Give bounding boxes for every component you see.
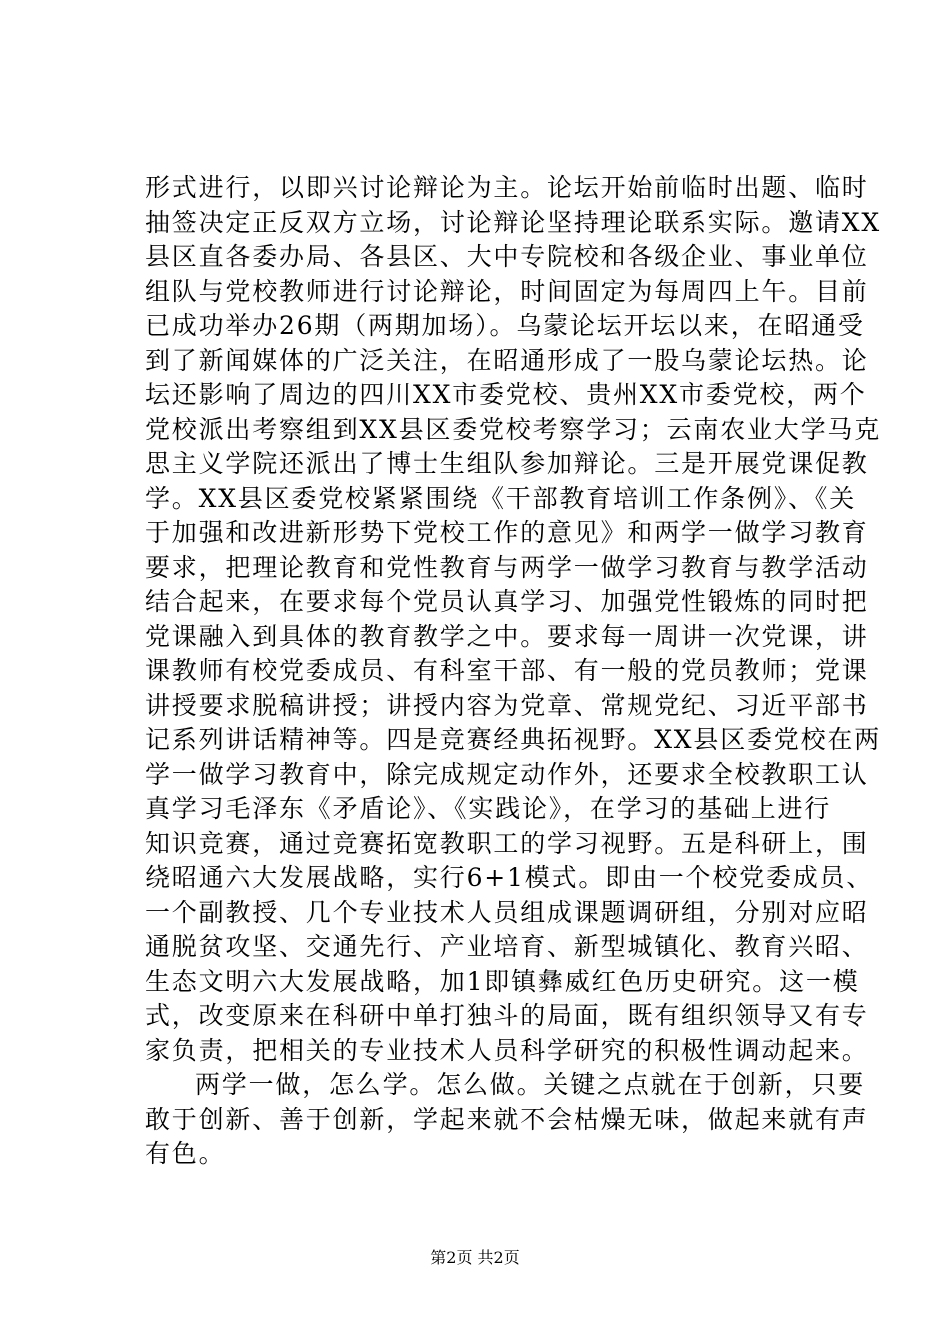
text-line: 一个副教授、几个专业技术人员组成课题调研组，分别对应昭 bbox=[145, 897, 869, 927]
text-line: 组队与党校教师进行讨论辩论，时间固定为每周四上午。目前 bbox=[145, 276, 869, 306]
text-line: 生态文明六大发展战略，加1即镇彝威红色历史研究。这一模 bbox=[145, 966, 860, 996]
text-line: 家负责，把相关的专业技术人员科学研究的积极性调动起来。 bbox=[145, 1035, 869, 1065]
text-line: 到了新闻媒体的广泛关注，在昭通形成了一股乌蒙论坛热。论 bbox=[145, 345, 869, 375]
paragraph-start-line: 两学一做，怎么学。怎么做。关键之点就在于创新，只要 bbox=[195, 1070, 866, 1099]
text-line: 敢于创新、善于创新，学起来就不会枯燥无味，做起来就有声 bbox=[145, 1104, 869, 1134]
body-text bbox=[145, 171, 881, 1172]
text-line: 有色。 bbox=[145, 1139, 226, 1168]
text-line: 学。XX县区委党校紧紧围绕《干部教育培训工作条例》、《关 bbox=[145, 483, 856, 513]
text-line: 党校派出考察组到XX县区委党校考察学习；云南农业大学马克 bbox=[145, 414, 881, 444]
text-line: 通脱贫攻坚、交通先行、产业培育、新型城镇化、教育兴昭、 bbox=[145, 932, 869, 961]
page-number-footer: 第2页 共2页 bbox=[430, 1248, 520, 1267]
text-line: 真学习毛泽东《矛盾论》、《实践论》，在学习的基础上进行 bbox=[145, 794, 832, 823]
text-line: 式，改变原来在科研中单打独斗的局面，既有组织领导又有专 bbox=[145, 1001, 869, 1030]
text-line: 于加强和改进新形势下党校工作的意见》和两学一做学习教育 bbox=[145, 518, 869, 547]
text-line: 党课融入到具体的教育教学之中。要求每一周讲一次党课，讲 bbox=[145, 621, 869, 651]
text-line: 记系列讲话精神等。四是竞赛经典拓视野。XX县区委党校在两 bbox=[145, 725, 881, 754]
text-line: 讲授要求脱稿讲授；讲授内容为党章、常规党纪、习近平部书 bbox=[145, 690, 869, 720]
text-line: 形式进行，以即兴讨论辩论为主。论坛开始前临时出题、临时 bbox=[145, 173, 869, 202]
text-line: 已成功举办26期（两期加场）。乌蒙论坛开坛以来，在昭通受 bbox=[145, 311, 865, 340]
text-line: 县区直各委办局、各县区、大中专院校和各级企业、事业单位 bbox=[145, 242, 869, 271]
text-line: 抽签决定正反双方立场，讨论辩论坚持理论联系实际。邀请XX bbox=[145, 207, 881, 237]
text-line: 知识竞赛，通过竞赛拓宽教职工的学习视野。五是科研上，围 bbox=[145, 828, 869, 858]
text-line: 学一做学习教育中，除完成规定动作外，还要求全校教职工认 bbox=[145, 759, 869, 789]
text-line: 课教师有校党委成员、有科室干部、有一般的党员教师；党课 bbox=[145, 656, 869, 685]
text-line: 绕昭通六大发展战略，实行6+1模式。即由一个校党委成员、 bbox=[145, 863, 874, 892]
text-line: 要求，把理论教育和党性教育与两学一做学习教育与教学活动 bbox=[145, 552, 869, 582]
text-line: 坛还影响了周边的四川XX市委党校、贵州XX市委党校，两个 bbox=[145, 380, 867, 409]
text-line: 思主义学院还派出了博士生组队参加辩论。三是开展党课促教 bbox=[145, 449, 869, 478]
text-line: 结合起来，在要求每个党员认真学习、加强党性锻炼的同时把 bbox=[145, 587, 869, 616]
